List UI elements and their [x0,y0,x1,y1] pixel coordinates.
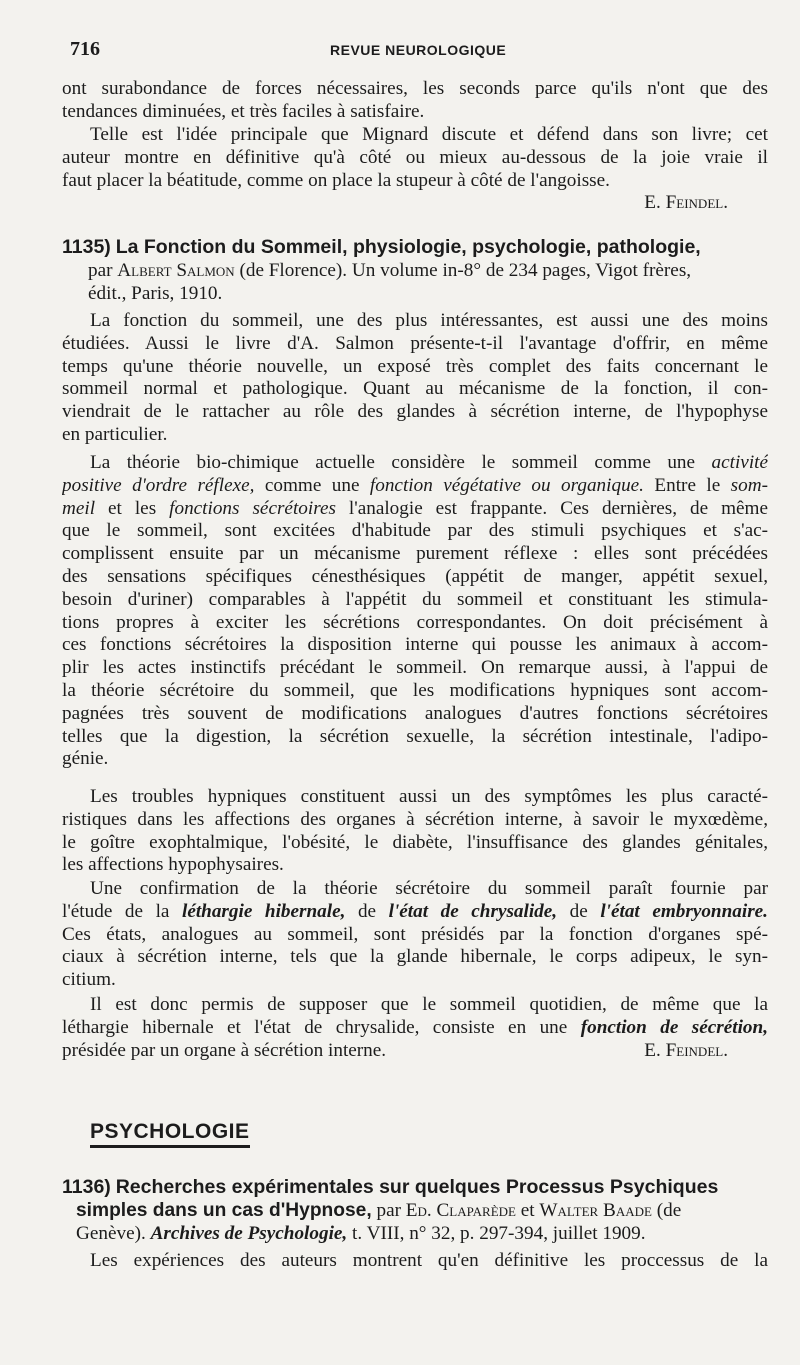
author-name: Walter Baade [539,1199,652,1221]
paragraph-troubles [62,786,768,877]
text-line: génie. [62,748,109,770]
text-line: telles que la digestion, la sécrétion sexuelle, la sécrétion intestinale, l'adipo- [62,725,768,747]
text-line: ont surabondance de forces nécessaires, les seconds parce qu'ils n'ont que des [62,78,768,99]
entry-number: 1135) [62,236,111,258]
text-line: plir les actes instinctifs précédant le sommeil. On remarque aussi, à l'appui de [62,657,768,679]
text-line: tions propres à exciter les sécrétions correspondantes. On doit précisément à [62,611,768,633]
paragraph-experiences [62,1250,768,1273]
text-run: présidée par un organe à sécrétion interne. [62,1039,387,1061]
text-run: Entre le [643,474,731,496]
text-line: ces fonctions sécrétoires la disposition interne qui pousse les animaux à accom- [62,634,768,656]
text-line: les affections hypophysaires. [62,854,284,876]
entry-title: La Fonction du Sommeil, physiologie, psychologie, pathologie, [115,236,701,258]
par-text: par [88,259,113,281]
italic-run: som- [730,474,768,496]
text-line: besoin d'uriner) comparables à l'appétit du sommeil et constituant les stimula- [62,588,768,610]
italic-run: léthargie hibernale, [181,900,346,922]
text-run: et les [95,497,170,519]
text-run: La théorie bio-chimique actuelle considère le sommeil comme une [90,452,712,473]
text-line: pagnées très souvent de modifications analogues d'autres fonctions sécrétoires [62,702,768,724]
author-name: Albert Salmon [117,259,235,281]
entry-number: 1136) [62,1176,111,1198]
text-line: tendances diminuées, et très faciles à satisfaire. [62,100,425,122]
text-line: complissent ensuite par un mécanisme purement réflexe : elles sont précédées [62,543,768,565]
text-line: auteur montre en définitive qu'à côté ou mieux au-dessous de la joie vraie il [62,146,768,168]
text-run: de [345,900,389,922]
text-run: Genève). [76,1222,151,1244]
text-line: le goître exophtalmique, l'obésité, le diabète, l'insuffisance des glandes génitales, [62,831,768,853]
text-line: sommeil normal et pathologique. Quant au mécanisme de la fonction, il con- [62,378,768,400]
journal-name: Archives de Psychologie, [150,1222,348,1244]
text-line: Telle est l'idée principale que Mignard discute et défend dans son livre; cet [90,124,768,145]
text-line: en particulier. [62,423,168,445]
text-line: ristiques dans les affections des organes à sécrétion interne, à savoir le myxœdème, [62,808,768,830]
text-line: citium. [62,969,116,991]
paragraph-confirmation [62,878,768,992]
text-line: que le sommeil, sont excitées d'habitude par des stimuli psychiques et s'ac- [62,520,768,542]
citation-text: édit., Paris, 1910. [88,282,223,304]
text-line: des sensations spécifiques cénesthésiques (appétit de manger, appétit sexuel, [62,565,768,587]
page-header [70,38,760,62]
paragraph-conclusion [62,994,768,1062]
text-run: de [557,900,601,922]
text-line: viendrait de le rattacher au rôle des glandes à sécrétion interne, de l'hypophyse [62,401,768,423]
author-name: Ed. Claparède [405,1199,516,1221]
text-line: ciaux à sécrétion interne, tels que la glande hibernale, le corps adipeux, le syn- [62,946,768,968]
italic-run: fonction de sécrétion, [580,1016,768,1038]
entry-title: simples dans un cas d'Hypnose, [76,1199,372,1221]
paragraph-continuation [62,78,768,124]
text-line: faut placer la béatitude, comme on place la stupeur à côté de l'angoisse. [62,169,610,191]
text-line: temps qu'une théorie nouvelle, un exposé très complet des faits concernant le [62,355,768,377]
signature: E. Feindel. [644,1039,728,1061]
paragraph-theorie [62,452,768,771]
par-text: par [371,1199,406,1221]
paragraph-mignard [62,124,768,215]
text-line: Les troubles hypniques constituent aussi un des symptômes les plus caracté- [90,786,768,807]
page-number: 716 [70,38,100,60]
paragraph-fonction [62,310,768,447]
text-run: (de [651,1199,682,1221]
signature: E. Feindel. [644,192,728,214]
entry-title: Recherches expérimentales sur quelques Processus Psychiques [115,1176,719,1198]
running-title: REVUE NEUROLOGIQUE [330,42,507,58]
text-run: l'étude de la [62,900,182,922]
citation-text: (de Florence). Un volume in-8° de 234 pages, Vigot frères, [239,259,692,281]
italic-run: positive d'ordre réflexe, [62,474,255,496]
italic-run: l'état de chrysalide, [388,900,558,922]
entry-1136-heading [62,1176,768,1245]
entry-1135-heading [62,236,768,305]
italic-run: fonctions sécrétoires [169,497,336,519]
text-line: Les expériences des auteurs montrent qu'en définitive les proccessus de la [90,1250,768,1271]
text-line: Il est donc permis de supposer que le sommeil quotidien, de même que la [90,994,768,1015]
text-run: léthargie hibernale et l'état de chrysalide, consiste en une [62,1016,581,1038]
italic-run: activité [711,452,768,473]
text-run: comme une [254,474,370,496]
text-line: La fonction du sommeil, une des plus intéressantes, est aussi une des moins [90,310,768,331]
text-run: et [515,1199,540,1221]
text-line: étudiées. Aussi le livre d'A. Salmon présente-t-il l'avantage d'offrir, en même [62,332,768,354]
text-line: la théorie sécrétoire du sommeil, que les modifications hypniques sont accom- [62,679,768,701]
italic-run: meil [62,497,96,519]
text-run: l'analogie est frappante. Ces dernières, de même [335,497,768,519]
citation-text: t. VIII, n° 32, p. 297-394, juillet 1909. [347,1222,646,1244]
italic-run: fonction végétative ou organique. [369,474,644,496]
section-heading: PSYCHOLOGIE [90,1120,250,1148]
text-line: Ces états, analogues au sommeil, sont présidés par la fonction d'organes spé- [62,923,768,945]
italic-run: l'état embryonnaire. [600,900,768,922]
text-line: Une confirmation de la théorie sécrétoire du sommeil paraît fournie par [90,878,768,899]
